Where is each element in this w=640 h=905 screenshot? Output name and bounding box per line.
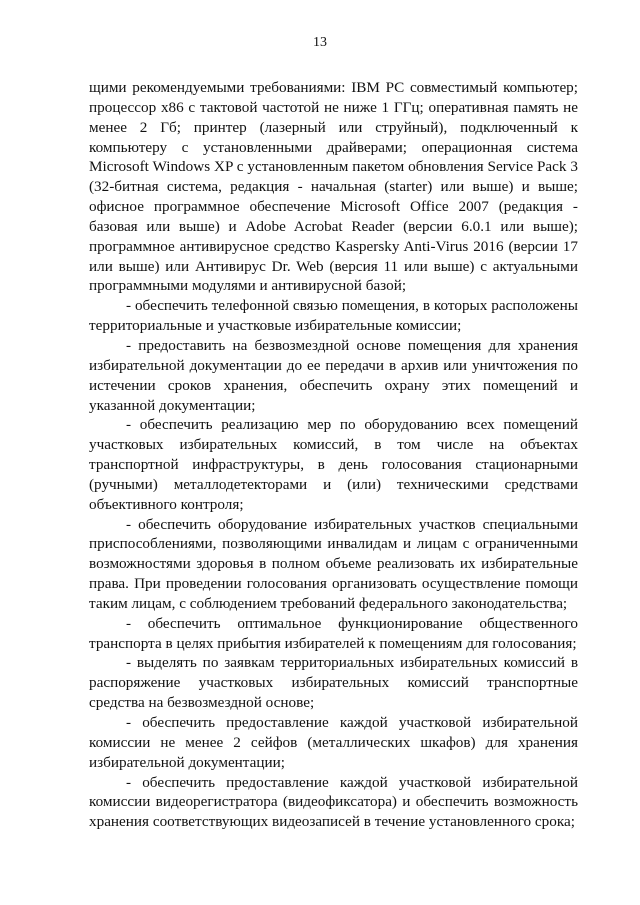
paragraph-public-transport: - обеспечить оптимальное функционирование общественного транспорта в целях прибытия избирателей к помещениям для голосования; — [89, 614, 578, 652]
paragraph-continued: щими рекомендуемыми требованиями: IBM PC совместимый компьютер; процессор x86 с тактовой частотой не ниже 1 ГГц; оперативная память не менее 2 Гб; принтер (лазерный или струйный), подключенный к компьютеру с установленными драйверами; операционная система Microsoft Windows XP с установленным пакетом обновления Service Pack 3 (32-битная система, редакция - начальная (starter) или выше) и выше; офисное программное обеспечение Microsoft Office 2007 (редакция - базовая или выше) и Adobe Acrobat Reader (версии 6.0.1 или выше); программное антивирусное средство Kaspersky Anti-Virus 2016 (версии 17 или выше) или Антивирус Dr. Web (версия 11 или выше) с актуальными программными модулями и антивирусной базой; — [89, 79, 578, 295]
paragraph-vehicles: - выделять по заявкам территориальных избирательных комиссий в распоряжение участковых избирательных комиссий транспортные средства на безвозмездной основе; — [89, 654, 578, 712]
paragraph-video-recorder: - обеспечить предоставление каждой участковой избирательной комиссии видеорегистратора (видеофиксатора) и обеспечить возможность хранения соответствующих видеозаписей в течение установленного срока; — [89, 773, 578, 831]
paragraph-accessibility: - обеспечить оборудование избирательных участков специальными приспособлениями, позволяющими инвалидам и лицам с ограниченными возможностями здоровья в полном объеме реализовать их избирательные права. При проведении голосования организовать осуществление помощи таким лицам, с соблюдением требований федерального законодательства; — [89, 515, 578, 612]
paragraph-telephone: - обеспечить телефонной связью помещения, в которых расположены территориальные и участковые избирательные комиссии; — [89, 297, 578, 335]
paragraph-storage-premises: - предоставить на безвозмездной основе помещения для хранения избирательной документации до ее передачи в архив или уничтожения по истечении сроков хранения, обеспечить охрану этих помещений и указанной документации; — [89, 336, 578, 414]
page-number: 13 — [313, 35, 327, 50]
paragraph-metal-detectors: - обеспечить реализацию мер по оборудованию всех помещений участковых избирательных комиссий, в том числе на объектах транспортной инфраструктуры, в день голосования стационарными (ручными) металлодетекторами и (или) техническими средствами объективного контроля; — [89, 416, 578, 513]
document-body — [89, 78, 578, 832]
paragraph-safes: - обеспечить предоставление каждой участковой избирательной комиссии не менее 2 сейфов (металлических шкафов) для хранения избирательной документации; — [89, 714, 578, 771]
